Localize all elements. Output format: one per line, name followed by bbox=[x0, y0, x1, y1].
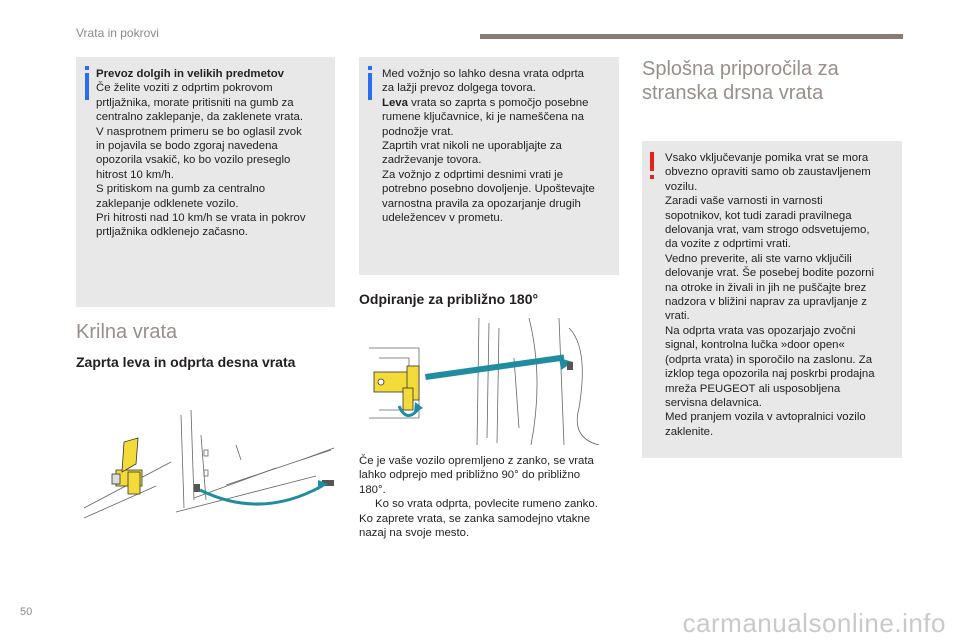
text-line: vozilu. bbox=[665, 180, 698, 193]
text-line: 180°. bbox=[359, 483, 386, 496]
section-title-general-recommendations bbox=[642, 57, 839, 105]
text-line: signal, kontrolna lučka »door open« bbox=[665, 339, 845, 352]
text-line: Če je vaše vozilo opremljeno z zanko, se vrata bbox=[359, 455, 594, 467]
text-line: Zaprtih vrat nikoli ne uporabljajte za bbox=[382, 140, 562, 153]
text-line: opozorila vsakič, ko bo vozilo preseglo bbox=[96, 154, 291, 167]
text-line: Za vožnjo z odprtimi desnimi vrati je bbox=[382, 168, 564, 181]
text-line: na otroke in živali in jih ne puščajte brez bbox=[665, 281, 867, 294]
text-line: za lažji prevoz dolgega tovora. bbox=[382, 82, 536, 95]
door-latch-illustration bbox=[76, 390, 335, 525]
text-line: Na odprta vrata vas opozarjajo zvočni bbox=[665, 324, 856, 337]
title-line: Splošna priporočila za bbox=[642, 58, 839, 80]
text-line: Vedno preverite, ali ste varno vključili bbox=[665, 252, 852, 265]
text-line: Med vožnjo so lahko desna vrata odprta bbox=[382, 68, 584, 80]
text-line: in pojavila se bodo zgoraj navedena bbox=[96, 140, 278, 153]
page-number: 50 bbox=[20, 606, 33, 618]
text-line: delovanje vrat. Še posebej bodite pozorni bbox=[665, 267, 874, 280]
sub-heading-opening-180: Odpiranje za približno 180° bbox=[359, 291, 539, 307]
text-line: (odprta vrata) in sporočilo na zaslonu. Za bbox=[665, 353, 873, 366]
text-line: nazaj na svoje mesto. bbox=[359, 527, 470, 540]
text-line: zaklenite. bbox=[665, 425, 714, 438]
text-line: varnostna pravila za opozarjanje drugih bbox=[382, 197, 581, 210]
text-line: S pritiskom na gumb za centralno bbox=[96, 183, 266, 196]
info-box-title: Prevoz dolgih in velikih predmetov bbox=[96, 68, 284, 80]
bullet-line bbox=[359, 497, 598, 511]
text-line: delovanja vrat, vam strogo odsvetujemo, bbox=[665, 224, 870, 237]
text-line: Če želite voziti z odprtim pokrovom bbox=[96, 82, 273, 95]
bold-word-leva: Leva bbox=[382, 96, 408, 109]
text-line: vrati. bbox=[665, 310, 690, 323]
text-line: Med pranjem vozila v avtopralnici vozilo bbox=[665, 411, 866, 424]
text-span: Ko so vrata odprta, povlecite rumeno zanko. bbox=[375, 498, 598, 511]
info-icon bbox=[366, 66, 374, 100]
text-line: zaklepanje odklenete vozilo. bbox=[96, 197, 239, 210]
text-line: V nasprotnem primeru se bo oglasil zvok bbox=[96, 125, 302, 138]
text-line: sopotnikov, kot tudi zaradi pravilnega bbox=[665, 209, 852, 222]
text-line: Pri hitrosti nad 10 km/h se vrata in pokrov bbox=[96, 212, 306, 225]
info-icon bbox=[83, 66, 91, 100]
door-strap-illustration bbox=[359, 318, 619, 445]
text-line bbox=[382, 96, 595, 110]
text-line: obvezno opraviti samo ob zaustavljenem bbox=[665, 166, 871, 179]
text-line: centralno zaklepanje, da zaklenete vrata. bbox=[96, 111, 304, 124]
text-line: nadzora v bližini naprav za upravljanje z bbox=[665, 296, 867, 309]
text-line: Vsako vključevanje pomika vrat se mora bbox=[665, 152, 869, 164]
text-span: vrata so zaprta s pomočjo posebne bbox=[407, 96, 589, 109]
text-line: hitrost 10 km/h. bbox=[96, 168, 174, 181]
section-header-title: Vrata in pokrovi bbox=[76, 26, 159, 40]
sub-heading-closed-left-open-right: Zaprta leva in odprta desna vrata bbox=[76, 354, 296, 370]
watermark: carmanualsonline.info bbox=[682, 608, 946, 638]
text-line: da vozite z odprtimi vrati. bbox=[665, 238, 791, 251]
text-line: rumene ključavnice, ki je nameščena na bbox=[382, 111, 584, 124]
text-line: lahko odprejo med približno 90° do približno bbox=[359, 469, 581, 482]
text-line: Ko zaprete vrata, se zanka samodejno vtakne bbox=[359, 512, 591, 525]
warning-box-text bbox=[665, 151, 875, 439]
text-line: potrebno posebno dovoljenje. Upoštevajte bbox=[382, 183, 595, 196]
text-line: izklop tega opozorila naj poskrbi prodajna bbox=[665, 368, 875, 381]
opening-180-text bbox=[359, 454, 598, 540]
text-line: udeležencev v prometu. bbox=[382, 212, 503, 225]
text-line: servisna delavnica. bbox=[665, 396, 762, 409]
title-line: stranska drsna vrata bbox=[642, 82, 824, 104]
info-box-long-objects-text bbox=[96, 67, 306, 240]
text-line: podnožje vrat. bbox=[382, 125, 454, 138]
text-line: zadrževanje tovora. bbox=[382, 154, 482, 167]
text-line: Zaradi vaše varnosti in varnosti bbox=[665, 195, 823, 208]
text-line: mreža PEUGEOT ali usposobljena bbox=[665, 382, 841, 395]
section-title-krilna-vrata: Krilna vrata bbox=[76, 321, 178, 343]
header-rule bbox=[480, 34, 903, 39]
info-box-right-door-text bbox=[382, 67, 595, 225]
warning-icon bbox=[648, 152, 656, 180]
text-line: prtljažnika odklenejo začasno. bbox=[96, 226, 248, 239]
yellow-latch bbox=[112, 438, 142, 494]
text-line: prtljažnika, morate pritisniti na gumb za bbox=[96, 96, 294, 109]
